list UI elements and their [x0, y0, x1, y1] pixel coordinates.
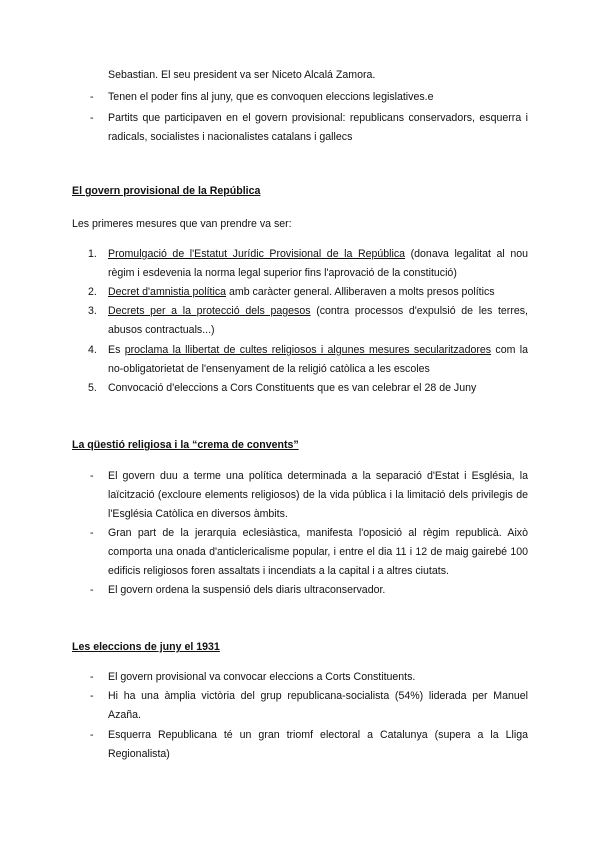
- numbered-item: 1. Promulgació de l'Estatut Jurídic Provisional de la República (donava legalitat al nou règim i esdevenia la norma legal superior fins l'aprovació de la constitució): [0, 245, 600, 283]
- numbered-item: 4. Es proclama la llibertat de cultes religiosos i algunes mesures secularitzadores com la no-obligatorietat de l'ensenyament de la religió catòlica a les escoles: [0, 341, 600, 379]
- bullet-marker: -: [90, 584, 94, 596]
- bullet-marker: -: [90, 527, 94, 539]
- bullet-marker: -: [90, 690, 94, 702]
- eleccions-bullet: - Esquerra Republicana té un gran triomf electoral a Catalunya (supera a la Lliga Regionalista): [0, 726, 600, 764]
- section-heading-religiosa: La qüestió religiosa i la “crema de convents”: [72, 439, 299, 451]
- numbered-item: 5. Convocació d'eleccions a Cors Constituents que es van celebrar el 28 de Juny: [0, 379, 600, 398]
- item-number: 5.: [88, 382, 97, 394]
- numbered-item: 3. Decrets per a la protecció dels pagesos (contra processos d'expulsió de les terres, abusos contractuals...): [0, 302, 600, 340]
- intro-continuation: Sebastian. El seu president va ser Niceto Alcalá Zamora.: [108, 69, 376, 81]
- bullet-marker: -: [90, 470, 94, 482]
- item-number: 1.: [88, 248, 97, 260]
- section-heading-eleccions: Les eleccions de juny el 1931: [72, 641, 220, 653]
- section-govern-intro: Les primeres mesures que van prendre va ser:: [72, 218, 292, 230]
- eleccions-bullet: - Hi ha una àmplia victòria del grup republicana-socialista (54%) liderada per Manuel Azaña.: [0, 687, 600, 725]
- religiosa-bullet: - El govern duu a terme una política determinada a la separació d'Estat i Església, la laïcització (excloure elements religiosos) de la vida pública i la limitació dels privilegis de l'Església Catòlica en diversos àmbits.: [0, 467, 600, 524]
- numbered-item: 2. Decret d'amnistia política amb caràcter general. Alliberaven a molts presos polítics: [0, 283, 600, 302]
- bullet-marker: -: [90, 671, 94, 683]
- section-heading-govern: El govern provisional de la República: [72, 185, 261, 197]
- bullet-marker: -: [90, 112, 94, 124]
- intro-bullet: - Partits que participaven en el govern provisional: republicans conservadors, esquerra i radicals, socialistes i nacionalistes catalans i gallecs: [0, 109, 600, 147]
- item-number: 3.: [88, 305, 97, 317]
- item-number: 2.: [88, 286, 97, 298]
- bullet-marker: -: [90, 729, 94, 741]
- religiosa-bullet: - El govern ordena la suspensió dels diaris ultraconservador.: [0, 581, 600, 600]
- eleccions-bullet: - El govern provisional va convocar eleccions a Corts Constituents.: [0, 668, 600, 687]
- item-number: 4.: [88, 344, 97, 356]
- intro-bullet: - Tenen el poder fins al juny, que es convoquen eleccions legislatives.e: [0, 88, 600, 107]
- religiosa-bullet: - Gran part de la jerarquia eclesiàstica, manifesta l'oposició al règim republicà. Això comporta una onada d'anticlericalisme popular, i entre el dia 11 i 12 de maig gairebé 100 edificis religiosos foren assaltats i incendiats a la capital i a altres ciutats.: [0, 524, 600, 581]
- bullet-marker: -: [90, 91, 94, 103]
